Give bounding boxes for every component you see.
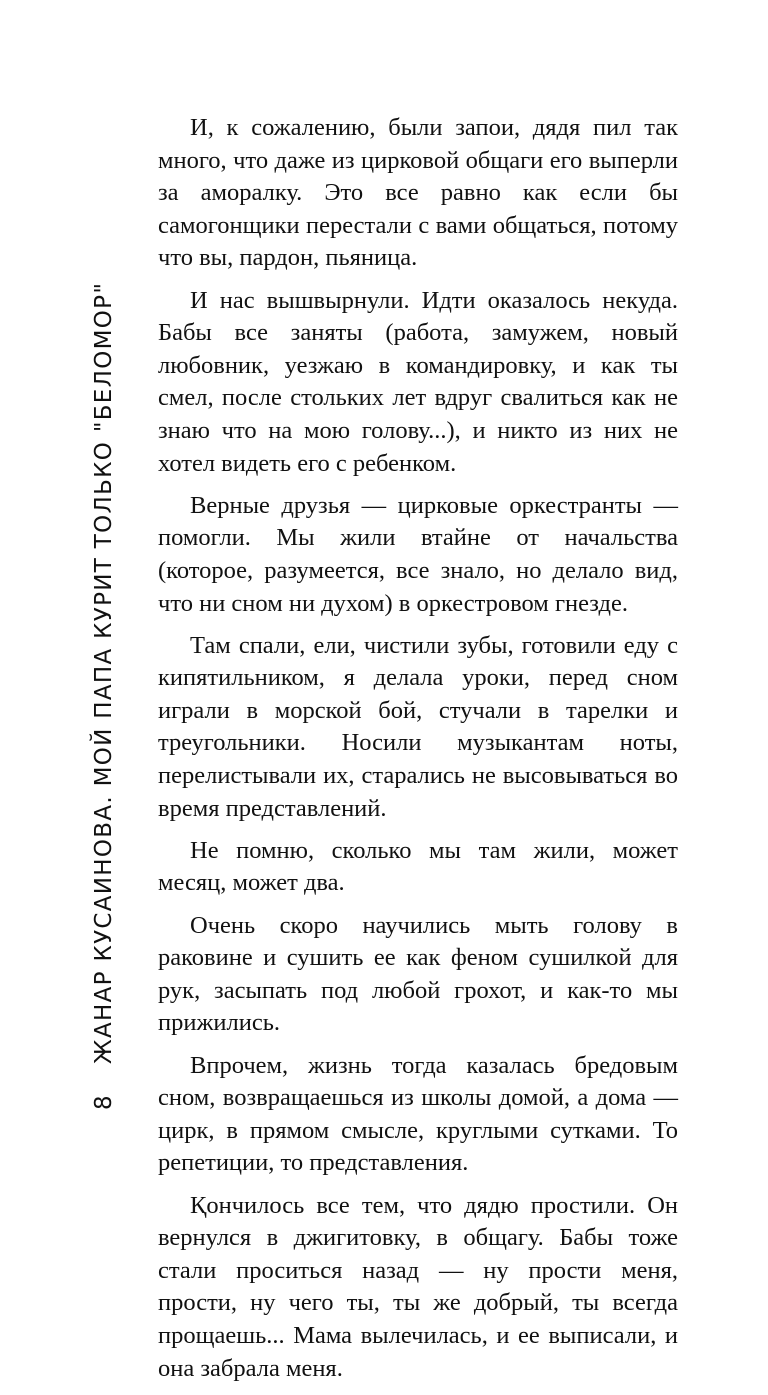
paragraph: Впрочем, жизнь тогда казалась бредовым сном, возвращаешься из школы домой, а дома — цирк, в прямом смысле, круглыми сутками. То репетиции, то представления. bbox=[158, 1051, 678, 1177]
running-title: ЖАНАР КУСАИНОВА. МОЙ ПАПА КУРИТ ТОЛЬКО "БЕЛОМОР" bbox=[91, 281, 117, 1065]
page-number: 8 bbox=[91, 1094, 117, 1110]
body-text bbox=[158, 112, 678, 1395]
paragraph: Қончилось все тем, что дядю простили. Он вернулся в джигитовку, в общагу. Бабы тоже стали проситься назад — ну прости меня, прости, ну чего ты, ты же добрый, ты всегда прощаешь... Мама вылечилась, и ее выписали, и она забрала меня. bbox=[158, 1191, 678, 1382]
paragraph: И, к сожалению, были запои, дядя пил так много, что даже из цирковой общаги его выперли за аморалку. Это все равно как если бы самогонщики перестали с вами общаться, потому что вы, пардон, пьяница. bbox=[158, 114, 678, 272]
running-header bbox=[88, 282, 120, 1110]
paragraph: И нас вышвырнули. Идти оказалось некуда. Бабы все заняты (работа, замужем, новый любовник, уезжаю в командировку, и как ты смел, после стольких лет вдруг свалиться как не знаю что на мою голову...), и никто из них не хотел видеть его с ребенком. bbox=[158, 286, 678, 477]
paragraph: Очень скоро научились мыть голову в раковине и сушить ее как феном сушилкой для рук, засыпать под любой грохот, и как-то мы прижились. bbox=[158, 911, 678, 1037]
paragraph: Там спали, ели, чистили зубы, готовили еду с кипятильником, я делала уроки, перед сном играли в морской бой, стучали в тарелки и треугольники. Носили музыкантам ноты, перелистывали их, старались не высовываться во время представлений. bbox=[158, 631, 678, 822]
paragraph: Верные друзья — цирковые оркестранты — помогли. Мы жили втайне от начальства (которое, разумеется, все знало, но делало вид, что ни сном ни духом) в оркестровом гнезде. bbox=[158, 491, 678, 617]
paragraph: Не помню, сколько мы там жили, может месяц, может два. bbox=[158, 836, 678, 897]
